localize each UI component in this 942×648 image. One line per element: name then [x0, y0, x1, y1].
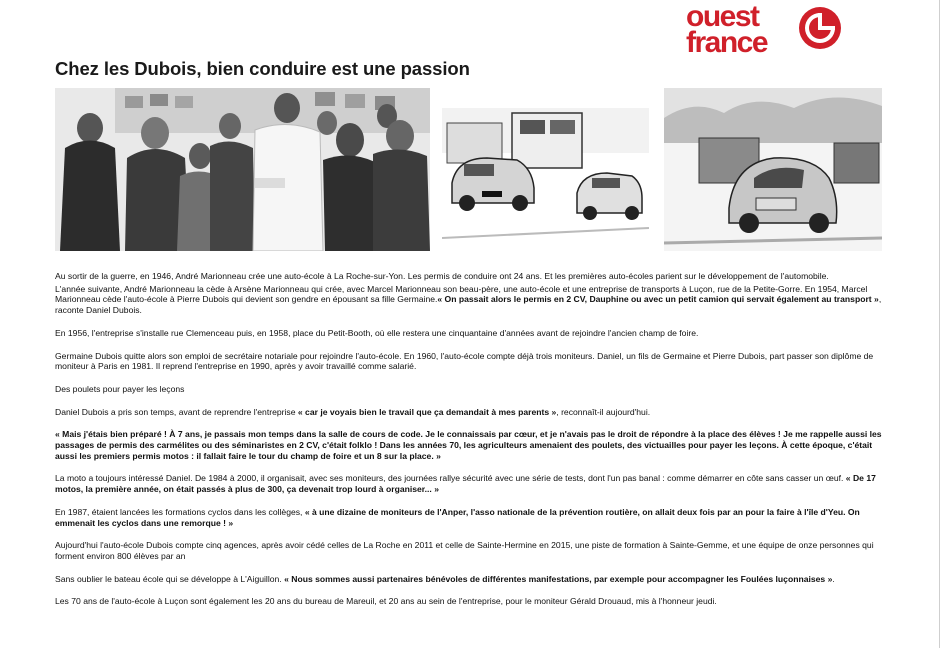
vintage-cars-photo-image — [442, 88, 649, 251]
paragraph-quote: « car je voyais bien le travail que ça demandait à mes parents » — [295, 406, 557, 417]
paragraph-text: Germaine Dubois quitte alors son emploi de secrétaire notariale pour rejoindre l'auto-école. En 1960, l'auto-école compte déjà trois moniteurs. Daniel, un fils de Germaine et Pierre Dubois, part passer son diplôme de moniteur à Paris en 1981. Il reprend l'entreprise en 1990, après y avoir travaillé comme salarié. — [55, 350, 874, 372]
citroen-2cv-photo-svg — [664, 88, 882, 251]
article-subheading — [55, 384, 885, 395]
ouest-france-logo[interactable] — [686, 2, 850, 58]
group-photo-svg — [55, 88, 430, 251]
article-paragraph — [55, 284, 885, 316]
subheading-text: Des poulets pour payer les leçons — [55, 383, 185, 394]
paragraph-quote: « à une dizaine de moniteurs de l'Anper, l'asso nationale de la prévention routière, on allait deux fois par an pour la faire à l'île d'Yeu. On emmenait les cyclos dans une remorque ! » — [55, 506, 860, 528]
article-paragraph — [55, 574, 885, 585]
paragraph-text: La moto a toujours intéressé Daniel. De 1984 à 2000, il organisait, avec ses moniteurs, des journées rallye sécurité avec une série de tests, dont l'un pas banal : comme démarrer en côte sans casser un œuf. — [55, 473, 844, 484]
article-paragraph — [55, 351, 885, 372]
article-paragraph — [55, 473, 885, 494]
article-paragraph — [55, 328, 885, 339]
paragraph-quote: « Nous sommes aussi partenaires bénévoles de différentes manifestations, par exemple pour accompagner les Foulées luçonnaises » — [281, 573, 833, 584]
paragraph-text-end: , reconnaît-il aujourd'hui. — [556, 406, 651, 417]
article-paragraph — [55, 271, 885, 282]
article-paragraph — [55, 429, 885, 461]
paragraph-text: L'année suivante, André Marionneau la cède à Arsène Marionneau qui crée, avec Marcel Marionneau son beau-père, une auto-école et une entreprise de transports à Luçon, rue de la Petite-Gorre. En 1954, Marcel Marionneau cède l'auto-école à Pierre Dubois qui devient son gendre en épousant sa fille Germaine. — [55, 283, 868, 305]
article-headline: Chez les Dubois, bien conduire est une passion — [55, 58, 470, 79]
citroen-2cv-photo-image — [664, 88, 882, 251]
photo-strip — [55, 88, 882, 254]
logo-circle-icon — [798, 6, 842, 50]
paragraph-text: En 1987, étaient lancées les formations cyclos dans les collèges, — [55, 506, 303, 517]
paragraph-text-end: , raconte Daniel Dubois. — [55, 294, 882, 316]
paragraph-text: Daniel Dubois a pris son temps, avant de reprendre l'entreprise — [55, 406, 296, 417]
page-edge — [939, 0, 940, 648]
paragraph-text: Aujourd'hui l'auto-école Dubois compte cinq agences, après avoir cédé celles de La Roche en 2011 et celle de Sainte-Hermine en 2015, une piste de formation à Sainte-Gemme, et une équipe de onze personnes qui forment environ 800 élèves par an — [55, 540, 874, 561]
paragraph-text: Sans oublier le bateau école qui se développe à L'Aiguillon. — [55, 573, 282, 584]
logo-word-1: ouest — [686, 0, 759, 33]
paragraph-quote: « On passait alors le permis en 2 CV, Dauphine ou avec un petit camion qui servait également au transport » — [437, 294, 879, 305]
article-paragraph — [55, 596, 885, 607]
article-paragraph — [55, 407, 885, 418]
paragraph-quote: « Mais j'étais bien préparé ! À 7 ans, je passais mon temps dans la salle de cours de code. Je le connaissais par cœur, et je n'avais pas le droit de répondre à la place des élèves ! Je me rappelle aussi les passages de permis des carmélites ou des séminaristes en 2 CV, c'était folklo ! Dans les années 70, les agriculteurs amenaient des poulets, des victuailles pour payer les leçons. À cette époque, c'était aussi les premiers permis motos : il fallait faire le tour du champ de foire et un 8 sur la place. » — [55, 429, 882, 461]
article-paragraph — [55, 540, 885, 561]
paragraph-text: Au sortir de la guerre, en 1946, André Marionneau crée une auto-école à La Roche-sur-Yon. Les permis de conduire ont 24 ans. Et les premières auto-écoles parient sur le développement de l'automobile. — [55, 271, 829, 281]
paragraph-quote: « De 17 motos, la première année, on était passés à plus de 300, ça devenait trop lourd à organiser... » — [55, 473, 876, 495]
paragraph-text: En 1956, l'entreprise s'installe rue Clemenceau puis, en 1958, place du Petit-Booth, où elle restera une cinquantaine d'années avant de rejoindre l'ancien champ de foire. — [55, 327, 699, 338]
group-photo-image — [55, 88, 430, 251]
logo-word-2: france — [686, 26, 768, 59]
vintage-cars-photo-svg — [442, 88, 649, 251]
paragraph-text-end: . — [832, 573, 835, 584]
paragraph-text: Les 70 ans de l'auto-école à Luçon sont également les 20 ans du bureau de Mareuil, et 20 ans au sein de l'entreprise, pour le moniteur Gérald Drouaud, mis à l'honneur jeudi. — [55, 596, 717, 607]
article-paragraph — [55, 507, 885, 528]
article-body — [55, 271, 885, 619]
